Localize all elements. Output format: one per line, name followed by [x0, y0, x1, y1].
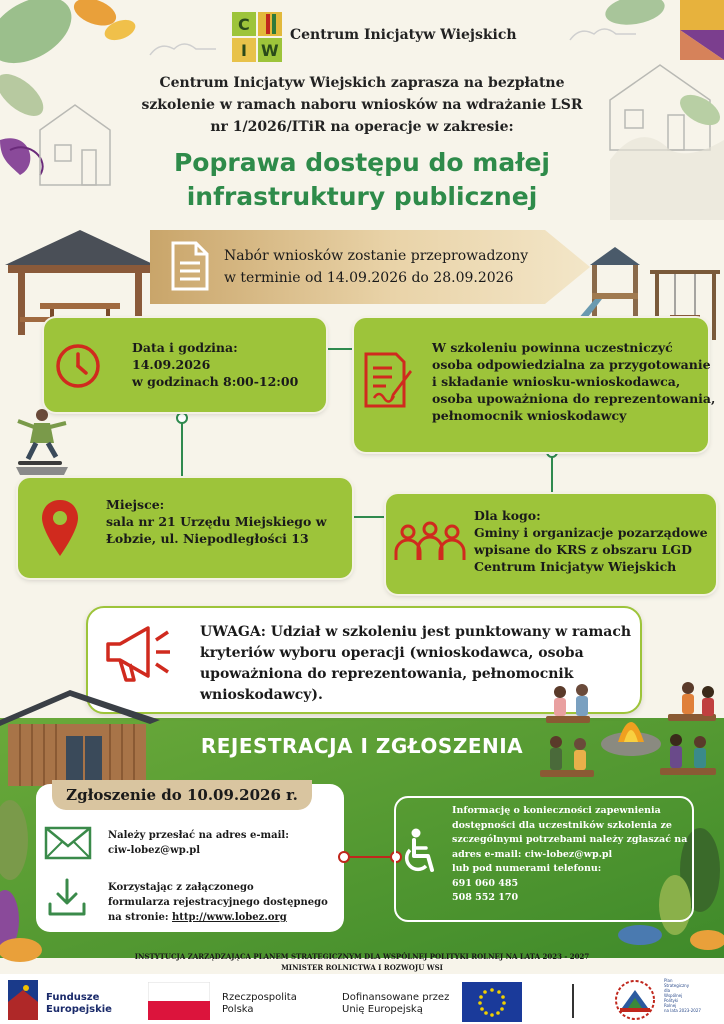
participants-line-4: osoba upoważniona do reprezentowania,	[432, 391, 716, 406]
fe-line-2: Europejskie	[46, 1004, 112, 1015]
notice-line-3: upoważniona do reprezentowania, pełnomocnik	[200, 666, 574, 682]
plan-strategiczny-text	[664, 978, 701, 1013]
plan-strategiczny-logo-icon	[610, 978, 660, 1022]
nabor-text	[224, 245, 528, 289]
eu-funding-text	[342, 992, 449, 1016]
ciw-logo	[232, 12, 282, 62]
access-line-1: Informację o konieczności zapewnienia	[452, 805, 661, 816]
intro-line-2: szkolenie w ramach naboru wniosków na wdrażanie LSR	[141, 97, 583, 113]
access-phone-2: 508 552 170	[452, 892, 519, 903]
form-link-prefix: na stronie:	[108, 912, 173, 923]
fe-line-1: Fundusze	[46, 992, 100, 1003]
ps-line-1: Plan	[664, 978, 673, 983]
audience-line-1: Gminy i organizacje pozarządowe	[474, 525, 708, 540]
ue-line-1: Dofinansowane przez	[342, 992, 450, 1003]
location-label: Miejsce:	[106, 497, 165, 512]
nabor-line-1: Nabór wniosków zostanie przeprowadzony	[224, 248, 529, 264]
title-line-1: Poprawa dostępu do małej	[173, 148, 550, 177]
participants-line-1: W szkoleniu powinna uczestniczyć	[432, 340, 673, 355]
form-line-1: Korzystając z załączonego	[108, 882, 254, 893]
polish-flag-icon	[148, 982, 210, 1020]
form-instructions	[108, 880, 328, 925]
eu-flag-icon	[462, 982, 522, 1022]
participants-line-2: osoba odpowiedzialna za przygotowanie	[432, 357, 711, 372]
deadline-tab: Zgłoszenie do 10.09.2026 r.	[52, 780, 312, 810]
notice-line-4: wnioskodawcy).	[200, 687, 323, 703]
location-pin-icon	[40, 498, 80, 558]
logo-letter-w: W	[261, 41, 279, 60]
registration-heading: REJESTRACJA I ZGŁOSZENIA	[200, 734, 524, 758]
clock-icon	[54, 342, 102, 390]
fundusze-europejskie-text	[46, 992, 112, 1016]
date-label: Data i godzina:	[132, 340, 238, 355]
accessibility-text	[452, 804, 687, 906]
nabor-line-2: w terminie od 14.09.2026 do 28.09.2026	[224, 270, 514, 286]
participants-text	[432, 339, 715, 424]
people-group-icon	[392, 520, 468, 562]
envelope-icon	[44, 826, 92, 860]
ps-line-4: Wspólnej	[664, 993, 683, 998]
connector-dot	[176, 412, 188, 424]
footer-institution	[0, 951, 724, 973]
access-connector	[344, 856, 396, 858]
notice-line-1: UWAGA: Udział w szkoleniu jest punktowany w ramach	[200, 624, 632, 640]
ps-line-2: Strategiczny	[664, 983, 690, 988]
access-phone-1: 691 060 485	[452, 877, 519, 889]
footer-line-2: MINISTER ROLNICTWA I ROZWOJU WSI	[281, 963, 443, 972]
org-name: Centrum Inicjatyw Wiejskich	[290, 27, 517, 43]
date-time-text	[132, 339, 298, 390]
logo-letter-i: I	[241, 41, 247, 60]
time-value: w godzinach 8:00-12:00	[132, 374, 299, 389]
document-icon	[170, 241, 210, 291]
cabin-illustration	[0, 680, 160, 790]
logo-letter-c: C	[238, 15, 250, 34]
access-line-2: dostępności dla uczestników szkolenia ze	[452, 819, 672, 831]
intro-line-3: nr 1/2026/ITiR na operacje w zakresie:	[210, 119, 514, 135]
participants-line-3: i składanie wniosku-wnioskodawca,	[432, 374, 681, 389]
rp-line-1: Rzeczpospolita	[222, 992, 297, 1003]
participants-line-5: pełnomocnik wnioskodawcy	[432, 408, 627, 423]
fundusze-europejskie-logo-icon	[8, 980, 38, 1020]
ps-line-5: Polityki	[664, 998, 679, 1003]
megaphone-icon	[100, 614, 180, 686]
location-line-2: Łobzie, ul. Niepodległości 13	[106, 531, 309, 546]
skater-illustration	[12, 405, 72, 475]
audience-line-3: Centrum Inicjatyw Wiejskich	[474, 559, 677, 574]
location-line-1: sala nr 21 Urzędu Miejskiego w	[106, 514, 327, 529]
intro-text	[100, 72, 624, 138]
rp-line-2: Polska	[222, 1004, 254, 1015]
ps-line-6: Rolnej	[664, 1003, 677, 1008]
ps-line-3: dla	[664, 988, 671, 993]
title-line-2: infrastruktury publicznej	[186, 182, 538, 211]
main-title	[100, 146, 624, 214]
form-link[interactable]: http://www.lobez.org	[172, 912, 287, 923]
access-line-3: szczególnymi potrzebami należy zgłaszać na	[452, 834, 688, 845]
intro-line-1: Centrum Inicjatyw Wiejskich zaprasza na bezpłatne	[159, 75, 565, 91]
footer-line-1: INSTYTUCJA ZARZĄDZAJĄCA PLANEM STRATEGICZNYM DLA WSPÓLNEJ POLITYKI ROLNEJ NA LATA 2023 - 2027	[134, 952, 590, 961]
ps-line-7: na lata 2023-2027	[664, 1008, 701, 1013]
location-text	[106, 496, 326, 547]
form-line-3	[108, 910, 328, 925]
download-icon	[46, 876, 88, 918]
access-line-4: adres e-mail: ciw-lobez@wp.pl	[452, 848, 613, 860]
wheelchair-icon	[400, 828, 440, 876]
ue-line-2: Unię Europejską	[342, 1004, 423, 1015]
campfire-group-illustration	[538, 672, 724, 792]
footer-divider	[572, 984, 574, 1018]
audience-text	[474, 507, 708, 575]
connector-dot	[338, 851, 350, 863]
date-value: 14.09.2026	[132, 357, 211, 372]
email-address[interactable]: ciw-lobez@wp.pl	[108, 845, 201, 856]
audience-line-2: wpisane do KRS z obszaru LGD	[474, 542, 692, 557]
email-line-1: Należy przesłać na adres e-mail:	[108, 830, 289, 841]
form-line-2: formularza rejestracyjnego dostępnego	[108, 897, 328, 908]
rzeczpospolita-text	[222, 992, 297, 1016]
audience-label: Dla kogo:	[474, 508, 541, 523]
email-instructions	[108, 828, 289, 858]
access-line-5: lub pod numerami telefonu:	[452, 863, 602, 874]
notice-line-2: kryteriów wyboru operacji (wnioskodawca, osoba	[200, 645, 584, 661]
form-pen-icon	[362, 350, 418, 410]
